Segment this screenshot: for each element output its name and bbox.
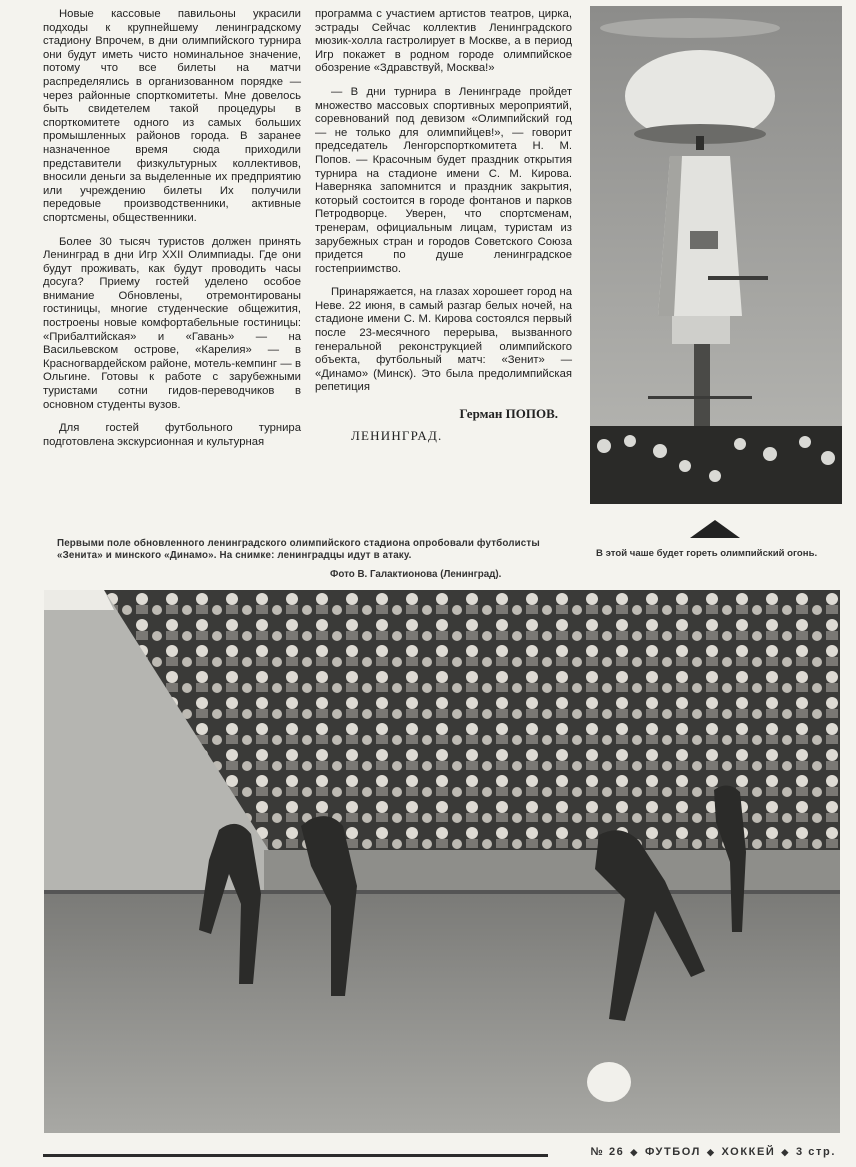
article-paragraph: Более 30 тысяч туристов должен принять Ленинград в дни Игр XXII Олимпиады. Где они будут проживать, как будут проводить часы досуга? Приему гостей уделено особое внимание Обновлены, отремонтированы гостиницы, многие студенческие общежития, построены новые комфортабельные гостиницы: «Прибалтийская» и «Гавань» — на Васильевском острове, «Карелия» — в Красногвардейском районе, мотель-кемпинг — в Ольгине. Готовы к работе с зарубежными туристами сотни гидов-переводчиков в основном студенты вузов. [43, 235, 301, 411]
author-signature: Герман ПОПОВ. [459, 406, 558, 422]
publication-title-part-1: ФУТБОЛ [644, 1146, 701, 1158]
tower-photo-drawing [590, 6, 842, 504]
football-match-photo [44, 590, 840, 1133]
article-paragraph: Новые кассовые павильоны украсили подходы к крупнейшему ленинградскому стадиону Впрочем, в дни олимпийского турнира они будут иметь чисто номинальное значение, потому что все билеты на матчи распределялись в организованном порядке — через районные спорткомитеты. Мне довелось быть свидетелем такой процедуры в спорткомитете одного из самых больших промышленных районов города. В заранее назначенное время сюда приходили представители физкультурных коллективов, вносили деньги за выделенные их предприятию или учреждению билеты Их получили передовые производственники, активные спортсмены, общественники. [43, 8, 301, 224]
article-paragraph: программа с участием артистов театров, цирка, эстрады Сейчас коллектив Ленинградского мюзик-холла гастролирует в Москве, а в период Игр покажет в родном городе олимпийское обозрение «Здравствуй, Москва!» [315, 8, 572, 75]
issue-number: № 26 [590, 1146, 625, 1158]
footer-rule [43, 1154, 548, 1157]
article-paragraph: — В дни турнира в Ленинграде пройдет множество массовых спортивных мероприятий, соревнований под девизом «Олимпийский год — не только для олимпийцев!», — говорит председатель Ленгорспорткомитета Н. М. Попов. — Красочным будет праздник открытия турнира на стадионе имени С. М. Кирова. Наверняка запомнится и праздник закрытия, который состоится в городе фонтанов и парков Петродворце. Уверен, что спортсменам, тренерам, официальным лицам, туристам из зарубежных стран и городов Советского Союза придется по душе ленинградское гостеприимство. [315, 85, 572, 275]
tower-photo-caption: В этой чаше будет гореть олимпийский огонь. [596, 548, 818, 559]
publication-title-part-2: ХОККЕЙ [721, 1146, 776, 1158]
article-column-2 [315, 8, 572, 442]
photo-credit: Фото В. Галактионова (Ленинград). [330, 569, 502, 580]
page-footer [587, 1146, 839, 1158]
article-paragraph: Для гостей футбольного турнира подготовлена экскурсионная и культурная [43, 422, 301, 448]
pointer-arrow-icon [690, 520, 740, 538]
article-paragraph: Принаряжается, на глазах хорошеет город на Неве. 22 июня, в самый разгар белых ночей, на стадионе имени С. М. Кирова состоялся первый после 23-месячного перерыва, вызванного генеральной реконструкцией олимпийского объекта, футбольный матч: «Зенит» — «Динамо» (Минск). Это была предолимпийская репетиция [315, 286, 572, 394]
main-photo-caption: Первыми поле обновленного ленинградского олимпийского стадиона опробовали футболисты «Зенита» и минского «Динамо». На снимке: ленинградцы идут в атаку. [57, 538, 540, 562]
dateline-city: ЛЕНИНГРАД. [351, 427, 443, 443]
olympic-flame-tower-photo [590, 6, 842, 504]
page-number: 3 стр. [795, 1146, 836, 1158]
diamond-icon: ◆ [630, 1147, 639, 1157]
diamond-icon: ◆ [781, 1147, 790, 1157]
article-column-1 [43, 8, 301, 459]
match-photo-drawing [44, 590, 840, 1133]
diamond-icon: ◆ [706, 1147, 716, 1157]
